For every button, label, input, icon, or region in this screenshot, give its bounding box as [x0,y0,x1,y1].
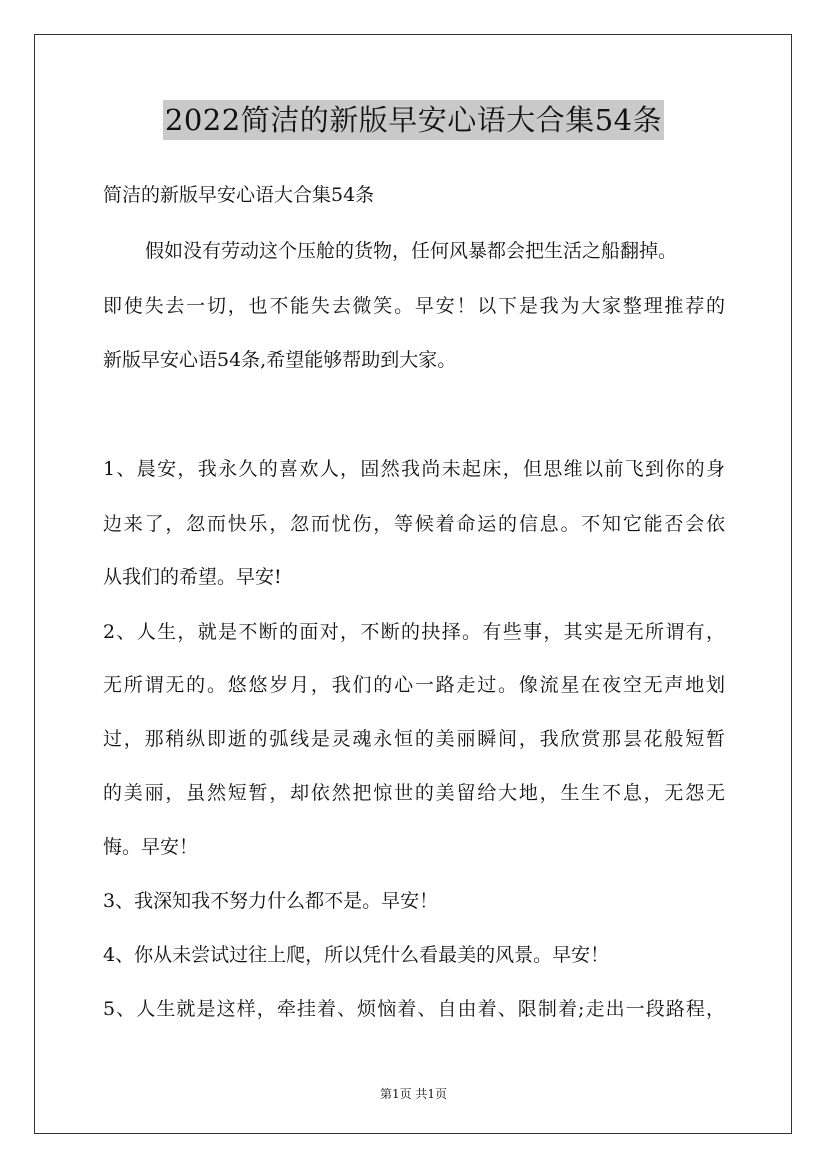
intro-line-3: 新版早安心语54条,希望能够帮助到大家。 [103,349,457,371]
item-line: 3、我深知我不努力什么都不是。早安！ [103,890,439,912]
item-line: 2、人生，就是不断的面对，不断的抉择。有些事，其实是无所谓有， [103,621,725,643]
intro-line-1: 假如没有劳动这个压舱的货物，任何风暴都会把生活之船翻掉。 [145,240,678,262]
item-line: 无所谓无的。悠悠岁月，我们的心一路走过。像流星在夜空无声地划 [103,674,725,696]
item-line: 5、人生就是这样，牵挂着、烦恼着、自由着、限制着;走出一段路程， [103,998,725,1020]
item-line: 1、晨安，我永久的喜欢人，固然我尚未起床，但思维以前飞到你的身 [103,458,725,480]
item-line: 悔。早安！ [103,836,199,858]
item-line: 4、你从未尝试过往上爬，所以凭什么看最美的风景。早安！ [103,944,610,966]
document-title: 2022简洁的新版早安心语大合集54条 [163,100,664,140]
item-line: 边来了，忽而快乐，忽而忧伤，等候着命运的信息。不知它能否会依 [103,513,725,535]
item-line: 从我们的希望。早安! [103,566,282,588]
subtitle: 简洁的新版早安心语大合集54条 [103,184,375,206]
page-number: 第1页 共1页 [379,1087,448,1101]
item-line: 过，那稍纵即逝的弧线是灵魂永恒的美丽瞬间，我欣赏那昙花般短暂 [103,728,725,750]
intro-line-2: 即使失去一切，也不能失去微笑。早安！以下是我为大家整理推荐的 [103,295,725,317]
item-line: 的美丽，虽然短暂，却依然把惊世的美留给大地，生生不息，无怨无 [103,782,725,804]
